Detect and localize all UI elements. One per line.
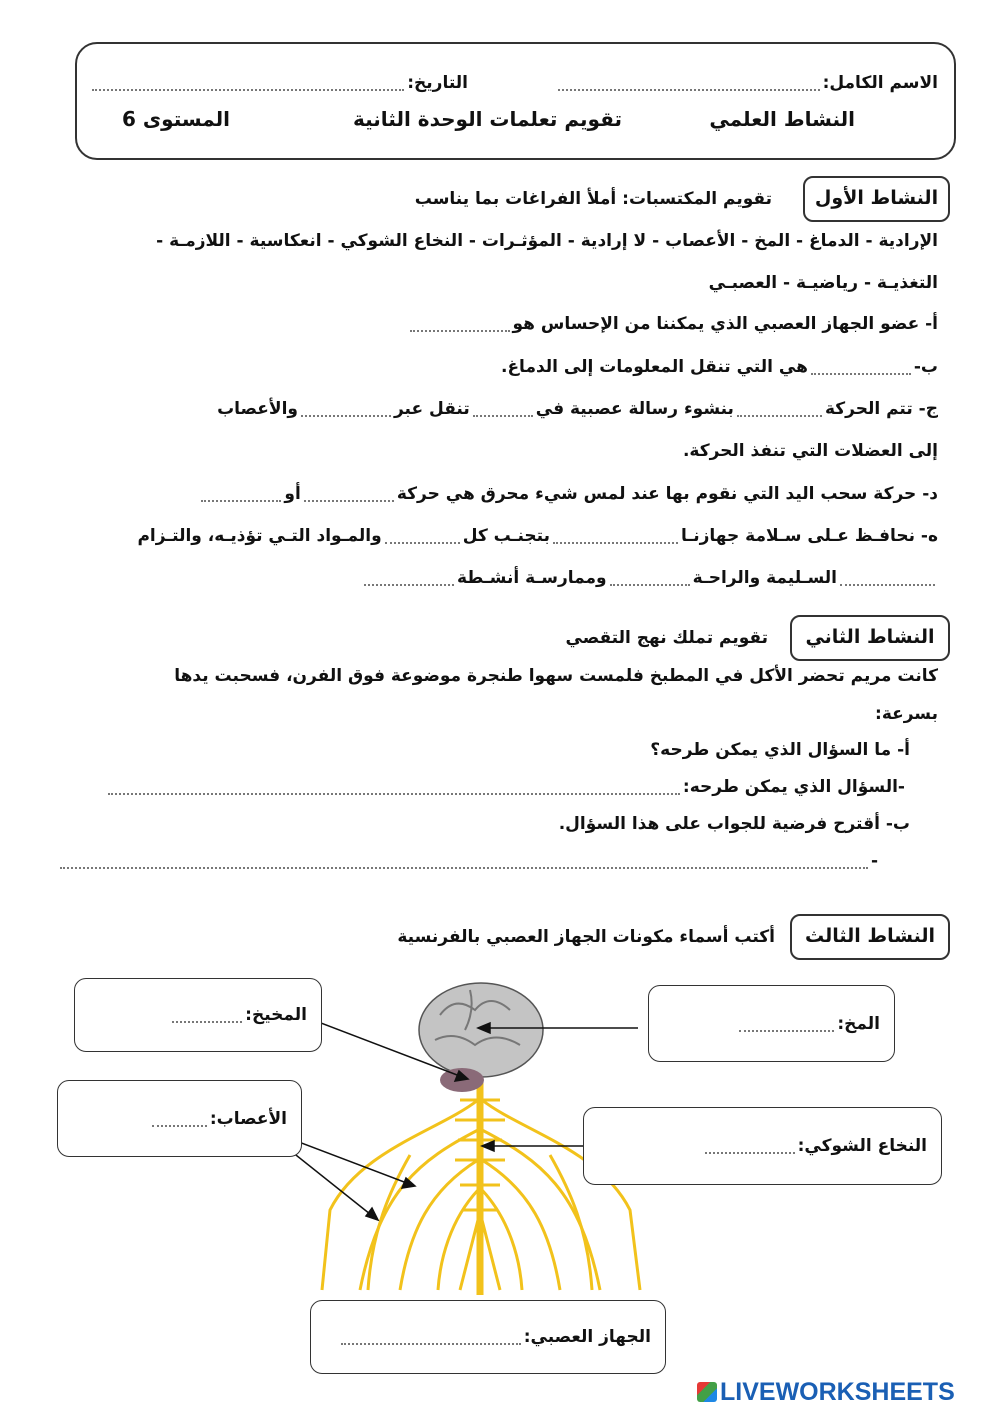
answer-e5-input[interactable]	[364, 570, 454, 586]
label-box-brain	[648, 985, 895, 1062]
answer-c1-input[interactable]	[737, 401, 822, 417]
answer-c2-input[interactable]	[473, 401, 533, 417]
date-input[interactable]	[92, 75, 404, 91]
answer-a-input[interactable]	[410, 316, 510, 332]
name-row	[555, 70, 938, 96]
question-2b: ب- أقترح فرضية للجواب على هذا السؤال.	[558, 814, 910, 834]
worksheet-title: تقويم تعلمات الوحدة الثانية	[352, 107, 622, 131]
label-box-nervous-system	[310, 1300, 666, 1374]
logo-text: LIVEWORKSHEETS	[720, 1378, 955, 1406]
question-e-part1: ه- نحافـظ عـلى سـلامة جهازنـا	[681, 526, 938, 546]
liveworksheets-logo	[697, 1378, 955, 1407]
date-row	[89, 70, 468, 96]
question-a	[407, 311, 939, 337]
question-b-text: هي التي تنقل المعلومات إلى الدماغ.	[500, 357, 808, 377]
answer-2a-label: -السؤال الذي يمكن طرحه:	[682, 777, 905, 797]
question-d-or: أو	[284, 484, 301, 504]
cerebellum-label: المخيخ:	[245, 1005, 307, 1025]
question-d	[198, 481, 938, 507]
answer-2b-dash: -	[870, 851, 878, 871]
label-box-spinal-cord	[583, 1107, 942, 1185]
nerves-input[interactable]	[152, 1111, 207, 1127]
question-b-prefix: ب-	[913, 357, 938, 377]
activity1-title: تقويم المكتسبات: أملأ الفراغات بما يناسب	[414, 189, 772, 209]
question-c-part4: والأعصاب	[217, 399, 298, 419]
answer-c3-input[interactable]	[301, 401, 391, 417]
logo-icon	[697, 1382, 717, 1402]
header-box	[75, 42, 956, 160]
level-label: المستوى 6	[121, 107, 230, 131]
brain-illustration	[419, 983, 543, 1092]
label-box-nerves	[57, 1080, 302, 1157]
question-c-part1: ج- تتم الحركة	[824, 399, 938, 419]
activity2-title: تقويم تملك نهج التقصي	[565, 628, 768, 648]
name-input[interactable]	[558, 75, 820, 91]
activity2-badge: النشاط الثاني	[790, 615, 950, 661]
question-e	[137, 523, 938, 549]
question-d-text: د- حركة سحب اليد التي نقوم بها عند لمس شيء محرق هي حركة	[396, 484, 938, 504]
answer-2a-input[interactable]	[108, 779, 680, 795]
question-c-part2: بنشوء رسالة عصبية في	[535, 399, 734, 419]
activity3-title: أكتب أسماء مكونات الجهاز العصبي بالفرنسية	[397, 927, 775, 947]
question-e-cont-part1: السـليمة والراحـة	[692, 568, 837, 588]
answer-e3-input[interactable]	[840, 570, 935, 586]
cerebellum-input[interactable]	[172, 1007, 242, 1023]
activity3-badge: النشاط الثالث	[790, 914, 950, 960]
question-a-text: أ- عضو الجهاز العصبي الذي يمكننا من الإحساس هو	[512, 314, 938, 334]
nervous-system-label: الجهاز العصبي:	[523, 1327, 651, 1347]
word-bank-line-1: الإرادية - الدماغ - المخ - الأعصاب - لا إرادية - المؤثـرات - النخاع الشوكي - انعكاسية - اللازمـة -	[156, 231, 938, 251]
date-label: التاريخ:	[407, 73, 468, 93]
brain-input[interactable]	[739, 1016, 834, 1032]
answer-2b-row	[57, 848, 878, 874]
answer-d2-input[interactable]	[201, 486, 281, 502]
nervous-system-input[interactable]	[341, 1329, 521, 1345]
answer-b-input[interactable]	[811, 359, 911, 375]
answer-2a-row	[105, 774, 905, 800]
question-c-continued: إلى العضلات التي تنفذ الحركة.	[682, 441, 938, 461]
answer-d1-input[interactable]	[304, 486, 394, 502]
question-e-part3: والمـواد التـي تؤذيـه، والتـزام	[137, 526, 382, 546]
question-c-part3: تنقل عبر	[393, 399, 470, 419]
answer-2b-input[interactable]	[60, 853, 868, 869]
question-e-part2: بتجنـب كل	[462, 526, 551, 546]
spinal-cord-label: النخاع الشوكي:	[797, 1136, 927, 1156]
answer-e1-input[interactable]	[553, 528, 678, 544]
question-2a: أ- ما السؤال الذي يمكن طرحه؟	[650, 740, 910, 760]
question-e-continued	[361, 565, 938, 591]
answer-e2-input[interactable]	[385, 528, 460, 544]
spinal-cord-input[interactable]	[705, 1138, 795, 1154]
subject-title: النشاط العلمي	[709, 107, 855, 131]
activity1-badge: النشاط الأول	[803, 176, 950, 222]
story-line-1: كانت مريم تحضر الأكل في المطبخ فلمست سهوا طنجرة موضوعة فوق الفرن، فسحبت يدها	[174, 666, 938, 686]
question-c	[217, 396, 938, 422]
question-e-cont-part2: وممارسـة أنشـطة	[457, 568, 607, 588]
label-box-cerebellum	[74, 978, 322, 1052]
name-label: الاسم الكامل:	[822, 73, 938, 93]
brain-label: المخ:	[837, 1013, 880, 1034]
story-line-2: بسرعة:	[875, 704, 938, 724]
nerves-label: الأعصاب:	[209, 1108, 287, 1129]
word-bank-line-2: التغذيـة - رياضيـة - العصبـي	[708, 273, 938, 293]
question-b	[501, 354, 938, 380]
answer-e4-input[interactable]	[610, 570, 690, 586]
